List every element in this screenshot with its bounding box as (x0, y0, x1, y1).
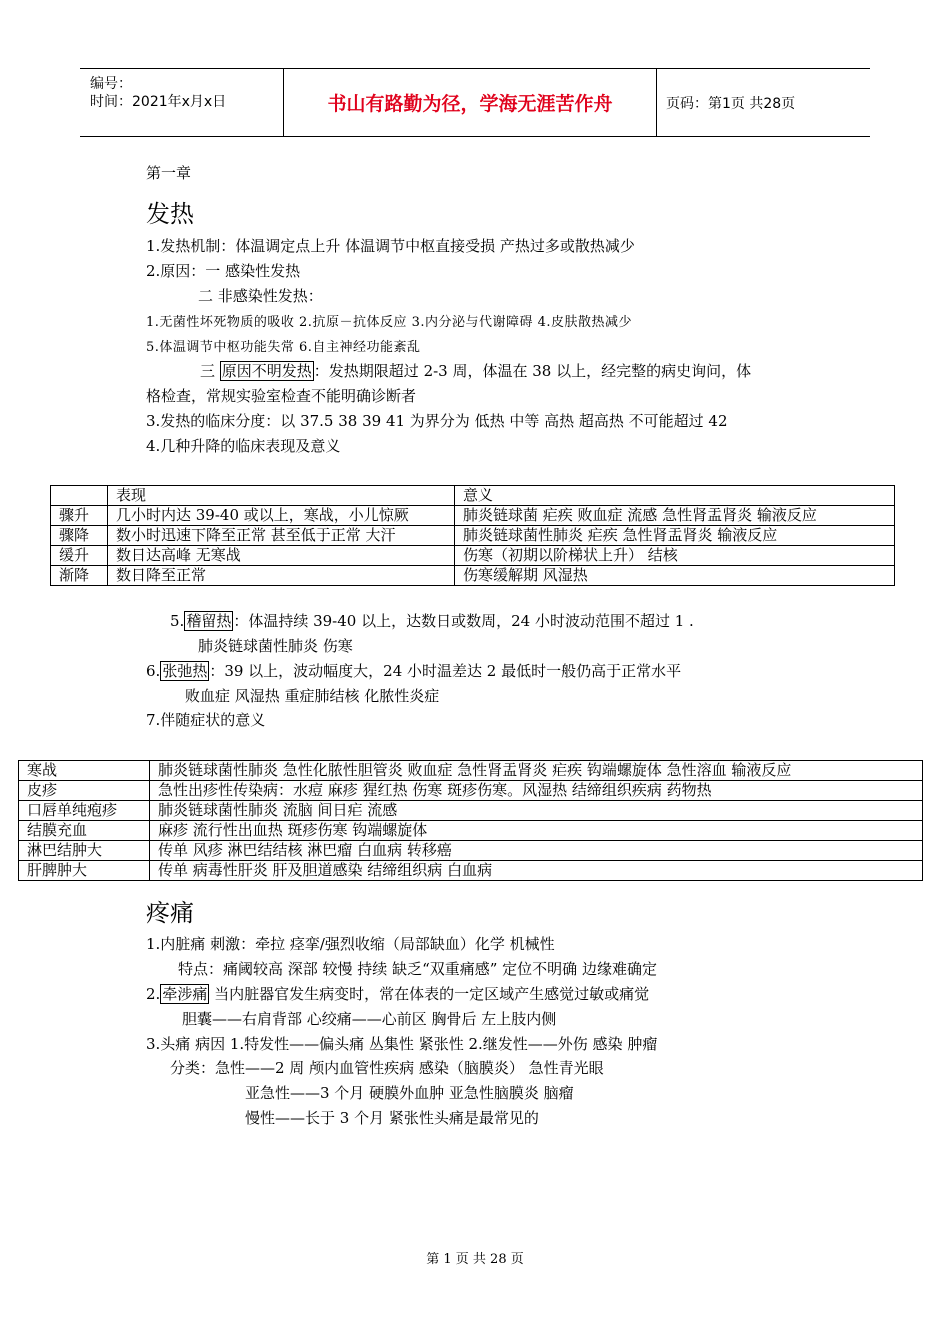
text-fragment: ：39 以上，波动幅度大，24 小时温差达 2 最低时一般仍高于正常水平 (209, 662, 682, 680)
text-line: 3.头痛 病因 1.特发性——偏头痛 丛集性 紧张性 2.继发性——外伤 感染 肿瘤 (146, 1035, 658, 1053)
text-line: 肺炎链球菌性肺炎 伤寒 (198, 637, 353, 655)
table-cell: 几小时内达 39-40 或以上，寒战，小儿惊厥 (108, 506, 455, 526)
table-row (51, 546, 895, 566)
text-fragment: 2. (146, 985, 161, 1003)
table-row (19, 841, 923, 861)
table-cell: 肺炎链球菌性肺炎 急性化脓性胆管炎 败血症 急性肾盂肾炎 疟疾 钩端螺旋体 急性溶血 输液反应 (150, 761, 923, 781)
boxed-term: 牵涉痛 (162, 985, 208, 1003)
text-fragment: 6. (146, 662, 161, 680)
table-header-row (51, 486, 895, 506)
table-cell: 结膜充血 (19, 821, 150, 841)
table-cell: 肺炎链球菌性肺炎 疟疾 急性肾盂肾炎 输液反应 (455, 526, 895, 546)
boxed-term: 稽留热 (186, 612, 232, 630)
text-line: 4.几种升降的临床表现及意义 (146, 437, 341, 455)
text-line: 败血症 风湿热 重症肺结核 化脓性炎症 (185, 687, 440, 705)
table-cell: 急性出疹性传染病：水痘 麻疹 猩红热 伤寒 斑疹伤寒。风湿热 结缔组织疾病 药物热 (150, 781, 923, 801)
text-line: 3.发热的临床分度：以 37.5 38 39 41 为界分为 低热 中等 高热 超高热 不可能超过 42 (146, 412, 728, 430)
table-cell: 数日达高峰 无寒战 (108, 546, 455, 566)
text-line: 慢性——长于 3 个月 紧张性头痛是最常见的 (245, 1109, 539, 1127)
text-line: 2.原因：一 感染性发热 (146, 262, 301, 280)
boxed-term: 张弛热 (162, 662, 208, 680)
text-line: 1.发热机制：体温调定点上升 体温调节中枢直接受损 产热过多或散热减少 (146, 237, 635, 255)
text-line: 胆囊——右肩背部 心绞痛——心前区 胸骨后 左上肢内侧 (182, 1010, 557, 1028)
header-number: 编号： (90, 76, 132, 92)
table-header-cell (51, 486, 108, 506)
heading-fever: 发热 (146, 200, 194, 228)
page-header (80, 68, 870, 137)
table-cell: 数小时迅速下降至正常 甚至低于正常 大汗 (108, 526, 455, 546)
table-row (19, 801, 923, 821)
symptom-table (18, 760, 923, 881)
table-cell: 数日降至正常 (108, 566, 455, 586)
page-footer: 第 1 页 共 28 页 (426, 1252, 524, 1267)
text-line: 5.体温调节中枢功能失常 6.自主神经功能紊乱 (146, 340, 421, 355)
header-meta (80, 69, 283, 136)
text-line: 1.内脏痛 刺激：牵拉 痉挛/强烈收缩（局部缺血）化学 机械性 (146, 935, 555, 953)
chapter-label: 第一章 (146, 164, 192, 182)
table-row (19, 761, 923, 781)
table-cell: 传单 病毒性肝炎 肝及胆道感染 结缔组织病 白血病 (150, 861, 923, 881)
text-fragment: 5. (170, 612, 185, 630)
table-row (19, 781, 923, 801)
table-cell: 寒战 (19, 761, 150, 781)
text-fragment: ：体温持续 39-40 以上，达数日或数周，24 小时波动范围不超过 1 . (233, 612, 694, 630)
text-fragment: 当内脏器官发生病变时，常在体表的一定区域产生感觉过敏或痛觉 (209, 985, 650, 1003)
table-cell: 肺炎链球菌 疟疾 败血症 流感 急性肾盂肾炎 输液反应 (455, 506, 895, 526)
text-line (146, 660, 681, 681)
table-cell: 麻疹 流行性出血热 斑疹伤寒 钩端螺旋体 (150, 821, 923, 841)
text-line: 亚急性——3 个月 硬膜外血肿 亚急性脑膜炎 脑瘤 (245, 1084, 574, 1102)
text-line: 7.伴随症状的意义 (146, 711, 266, 729)
table-row (19, 861, 923, 881)
boxed-term: 原因不明发热 (221, 362, 312, 380)
table-cell: 肝脾肿大 (19, 861, 150, 881)
table-cell: 缓升 (51, 546, 108, 566)
text-fragment: 三 (200, 362, 220, 380)
text-line: 1.无菌性坏死物质的吸收 2.抗原－抗体反应 3.内分泌与代谢障碍 4.皮肤散热减少 (146, 315, 633, 330)
header-motto: 书山有路勤为径，学海无涯苦作舟 (283, 69, 657, 136)
table-header-cell: 意义 (455, 486, 895, 506)
table-row (51, 506, 895, 526)
table-header-cell: 表现 (108, 486, 455, 506)
table-row (51, 566, 895, 586)
table-row (51, 526, 895, 546)
text-line (200, 360, 751, 381)
text-line: 二 非感染性发热： (198, 287, 323, 305)
table-cell: 伤寒（初期以阶梯状上升） 结核 (455, 546, 895, 566)
header-page-number: 页码：第1页 共28页 (666, 96, 796, 112)
table-cell: 皮疹 (19, 781, 150, 801)
fever-pattern-table (50, 485, 895, 586)
table-cell: 骤降 (51, 526, 108, 546)
table-cell: 口唇单纯疱疹 (19, 801, 150, 821)
table-cell: 淋巴结肿大 (19, 841, 150, 861)
text-line (170, 610, 694, 631)
text-fragment: ：发热期限超过 2-3 周，体温在 38 以上，经完整的病史询问，体 (313, 362, 752, 380)
text-line: 特点：痛阈较高 深部 较慢 持续 缺乏“双重痛感” 定位不明确 边缘难确定 (178, 960, 657, 978)
table-cell: 伤寒缓解期 风湿热 (455, 566, 895, 586)
text-line: 分类：急性——2 周 颅内血管性疾病 感染（脑膜炎） 急性青光眼 (170, 1059, 604, 1077)
table-cell: 传单 风疹 淋巴结结核 淋巴瘤 白血病 转移癌 (150, 841, 923, 861)
heading-pain: 疼痛 (146, 899, 194, 927)
table-cell: 肺炎链球菌性肺炎 流脑 间日疟 流感 (150, 801, 923, 821)
header-time: 时间：2021年x月x日 (90, 94, 227, 110)
table-row (19, 821, 923, 841)
table-cell: 渐降 (51, 566, 108, 586)
text-line: 格检查，常规实验室检查不能明确诊断者 (146, 387, 417, 405)
table-cell: 骤升 (51, 506, 108, 526)
text-line (146, 983, 649, 1004)
